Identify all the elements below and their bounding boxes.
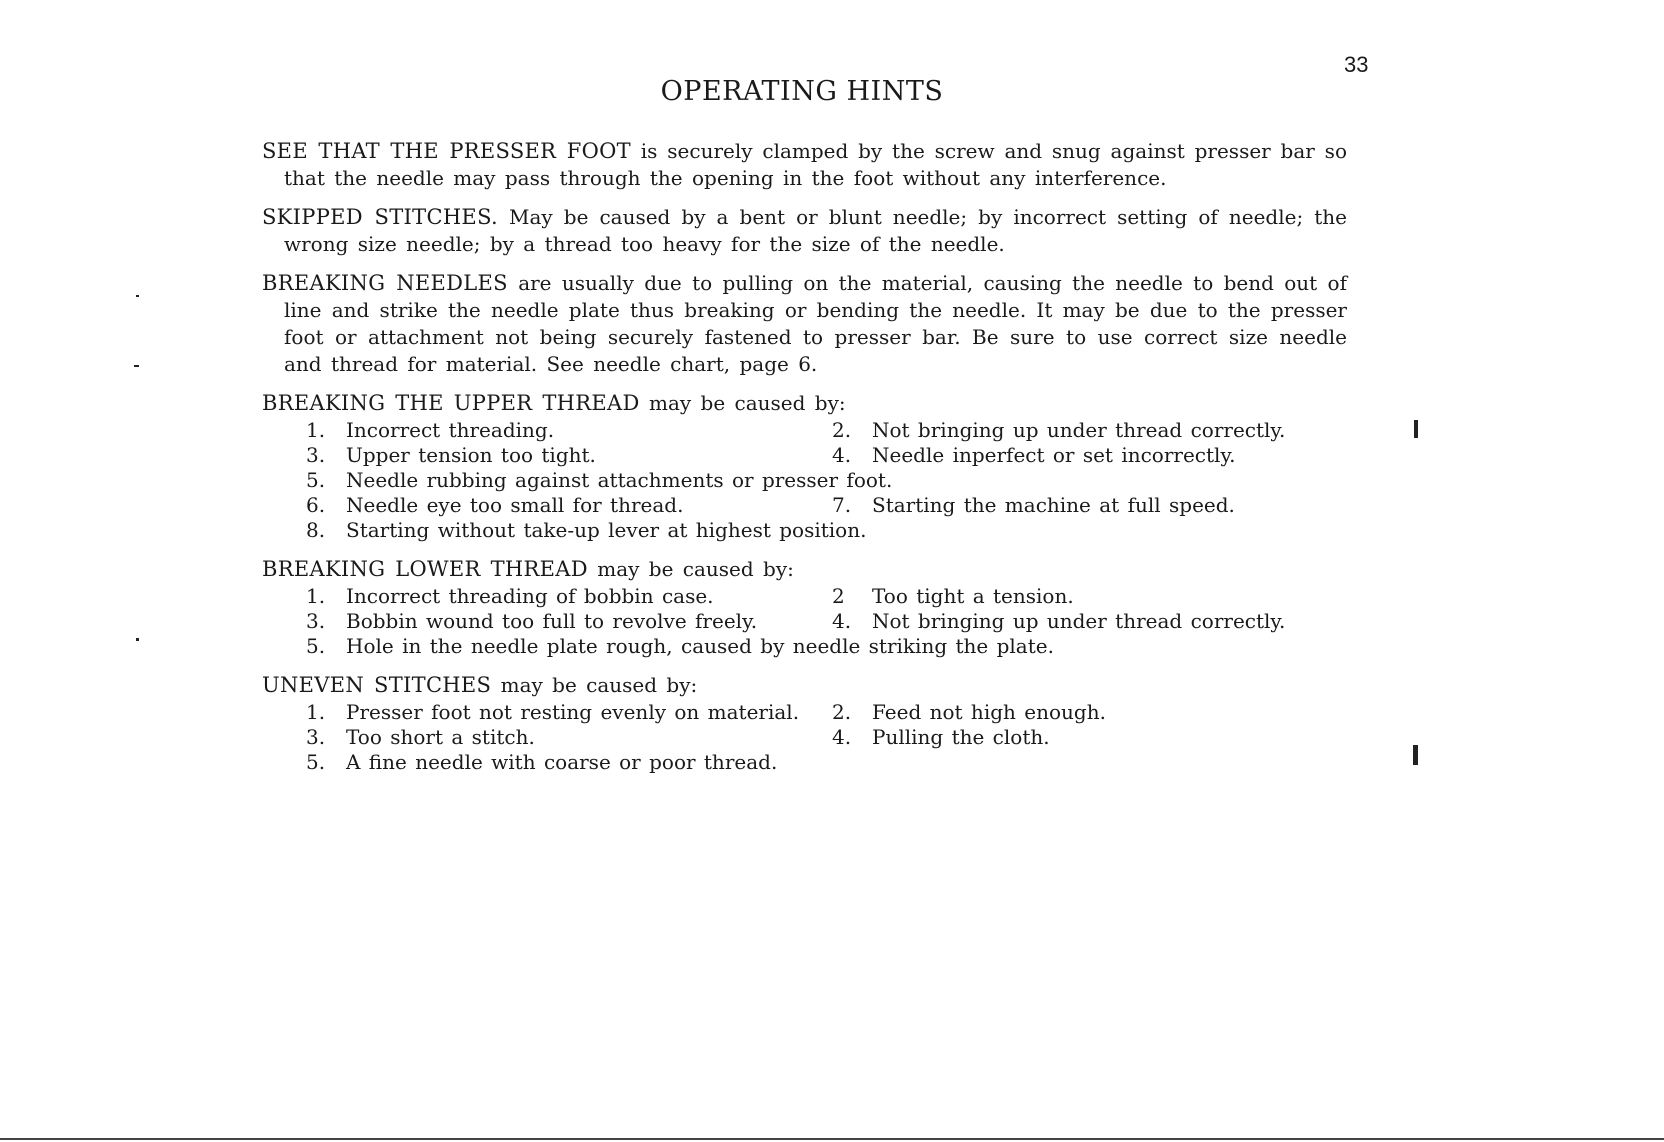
causes-sections xyxy=(262,390,1347,774)
cause-item xyxy=(306,442,596,469)
cause-number: 3. xyxy=(306,443,326,467)
cause-text: Pulling the cloth. xyxy=(872,725,1050,749)
cause-row xyxy=(284,583,1347,608)
margin-dot xyxy=(134,365,139,367)
causes-section xyxy=(262,672,1347,774)
cause-row xyxy=(284,608,1347,633)
cause-text: Needle rubbing against attachments or presser foot. xyxy=(346,468,893,492)
causes-section xyxy=(262,390,1347,542)
section-heading: UNEVEN STITCHES xyxy=(262,673,492,697)
cause-number: 1. xyxy=(306,584,326,608)
cause-list xyxy=(262,699,1347,774)
paragraph-presser-foot xyxy=(262,138,1347,192)
cause-row xyxy=(284,417,1347,442)
page-bottom-rule xyxy=(0,1138,1664,1140)
cause-item xyxy=(306,417,554,444)
cause-row xyxy=(284,492,1347,517)
page-number: 33 xyxy=(1344,52,1369,77)
cause-row xyxy=(284,633,1347,658)
cause-text: Incorrect threading of bobbin case. xyxy=(346,584,714,608)
cause-number: 5. xyxy=(306,468,326,492)
cause-text: Starting the machine at full speed. xyxy=(872,493,1235,517)
cause-item xyxy=(306,583,714,610)
cause-list xyxy=(262,583,1347,658)
cause-number: 2. xyxy=(832,418,852,442)
cause-text: Upper tension too tight. xyxy=(346,443,596,467)
paragraph-text: are usually due to pulling on the material, causing the needle to bend out of line and strike the needle plate thus breaking or bending the needle. It may be due to the presser foot or attachment not being securely fastened to presser bar. Be sure to use correct size needle and thread for material. See needle chart, page 6. xyxy=(284,271,1347,376)
cause-item xyxy=(832,417,1285,444)
cause-item xyxy=(306,492,683,519)
cause-text: Not bringing up under thread correctly. xyxy=(872,418,1286,442)
cause-text: Needle eye too small for thread. xyxy=(346,493,684,517)
paragraph-text: May be caused by a bent or blunt needle; by incorrect setting of needle; the wrong size needle; by a thread too heavy for the size of the needle. xyxy=(284,205,1347,256)
cause-text: Hole in the needle plate rough, caused by needle striking the plate. xyxy=(346,634,1054,658)
cause-text: Incorrect threading. xyxy=(346,418,555,442)
cause-list xyxy=(262,417,1347,542)
cause-text: Starting without take-up lever at highest position. xyxy=(346,518,867,542)
cause-number: 2 xyxy=(832,584,845,608)
section-lead-text: may be caused by: xyxy=(587,557,794,581)
margin-mark xyxy=(1414,420,1418,438)
margin-dot xyxy=(136,638,139,641)
cause-number: 8. xyxy=(306,518,326,542)
cause-number: 4. xyxy=(832,443,852,467)
cause-text: Not bringing up under thread correctly. xyxy=(872,609,1286,633)
cause-number: 5. xyxy=(306,634,326,658)
page-title: OPERATING HINTS xyxy=(660,76,944,107)
cause-item xyxy=(306,467,892,494)
cause-item xyxy=(832,442,1235,469)
cause-number: 4. xyxy=(832,725,852,749)
cause-number: 4. xyxy=(832,609,852,633)
section-title xyxy=(262,672,1347,699)
cause-item xyxy=(306,699,799,726)
margin-mark xyxy=(1413,745,1418,765)
cause-number: 3. xyxy=(306,725,326,749)
paragraph-text: is securely clamped by the screw and snug against presser bar so that the needle may pass through the opening in the foot without any interference. xyxy=(284,139,1347,190)
section-lead-text: may be caused by: xyxy=(639,391,846,415)
cause-row xyxy=(284,467,1347,492)
cause-number: 5. xyxy=(306,750,326,774)
margin-dot xyxy=(136,295,139,297)
paragraph-skipped-stitches xyxy=(262,204,1347,258)
page-body xyxy=(262,138,1347,788)
cause-item xyxy=(832,724,1050,751)
cause-number: 3. xyxy=(306,609,326,633)
cause-item xyxy=(832,583,1074,610)
paragraph-heading: SEE THAT THE PRESSER FOOT xyxy=(262,139,631,163)
cause-item xyxy=(306,749,777,776)
cause-item xyxy=(832,492,1235,519)
cause-item xyxy=(306,608,757,635)
cause-text: Presser foot not resting evenly on material. xyxy=(346,700,800,724)
paragraph-heading: SKIPPED STITCHES. xyxy=(262,205,498,229)
section-title xyxy=(262,390,1347,417)
section-title xyxy=(262,556,1347,583)
cause-row xyxy=(284,699,1347,724)
cause-text: Too short a stitch. xyxy=(346,725,535,749)
cause-number: 7. xyxy=(832,493,852,517)
cause-row xyxy=(284,517,1347,542)
cause-item xyxy=(832,699,1106,726)
cause-text: Needle inperfect or set incorrectly. xyxy=(872,443,1236,467)
cause-number: 6. xyxy=(306,493,326,517)
cause-number: 2. xyxy=(832,700,852,724)
section-heading: BREAKING LOWER THREAD xyxy=(262,557,588,581)
cause-text: A fine needle with coarse or poor thread. xyxy=(346,750,778,774)
causes-section xyxy=(262,556,1347,658)
paragraph-breaking-needles xyxy=(262,270,1347,378)
cause-item xyxy=(306,724,535,751)
cause-item xyxy=(832,608,1285,635)
cause-text: Bobbin wound too full to revolve freely. xyxy=(346,609,758,633)
cause-text: Feed not high enough. xyxy=(872,700,1106,724)
cause-row xyxy=(284,724,1347,749)
section-lead-text: may be caused by: xyxy=(491,673,698,697)
cause-text: Too tight a tension. xyxy=(872,584,1074,608)
cause-number: 1. xyxy=(306,418,326,442)
cause-item xyxy=(306,517,866,544)
cause-item xyxy=(306,633,1054,660)
section-heading: BREAKING THE UPPER THREAD xyxy=(262,391,640,415)
paragraph-heading: BREAKING NEEDLES xyxy=(262,271,508,295)
cause-row xyxy=(284,442,1347,467)
cause-row xyxy=(284,749,1347,774)
cause-number: 1. xyxy=(306,700,326,724)
